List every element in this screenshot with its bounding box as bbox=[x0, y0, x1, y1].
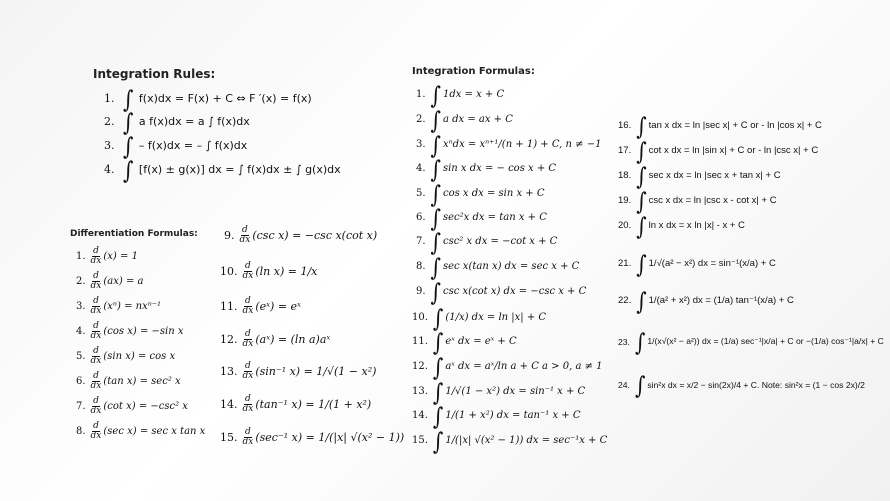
formula-number: 8. bbox=[416, 261, 426, 272]
diff-formula-11 bbox=[220, 297, 301, 317]
formula-text: (x) = 1 bbox=[103, 251, 138, 263]
formula-number: 12. bbox=[412, 361, 428, 372]
diff-formula-12 bbox=[220, 330, 330, 350]
formula-number: 22. bbox=[618, 295, 632, 306]
formula-text: 1/√(1 − x²) dx = sin⁻¹ x + C bbox=[445, 386, 586, 397]
derivative-operator: $\frac{d}{dx}$ bbox=[90, 421, 102, 442]
formula-text: a dx = ax + C bbox=[442, 114, 513, 125]
derivative-operator: $\frac{d}{dx}$ bbox=[242, 361, 254, 382]
formula-number: 7. bbox=[76, 401, 86, 413]
formula-text: aˣ dx = aˣ/ln a + C a > 0, a ≠ 1 bbox=[445, 361, 603, 372]
rule-number: 1. bbox=[104, 92, 115, 105]
formula-text: (csc x) = −csc x(cot x) bbox=[252, 229, 378, 243]
int-formula-12 bbox=[412, 352, 603, 381]
formula-number: 4. bbox=[76, 326, 86, 338]
int-formula-18 bbox=[618, 161, 781, 190]
derivative-operator: $\frac{d}{dx}$ bbox=[90, 321, 102, 342]
derivative-operator: $\frac{d}{dx}$ bbox=[90, 296, 102, 317]
formula-text: (tan⁻¹ x) = 1/(1 + x²) bbox=[255, 398, 372, 412]
formula-number: 5. bbox=[76, 351, 86, 363]
diff-formula-2 bbox=[76, 272, 144, 292]
integral-symbol: ∫ bbox=[432, 377, 444, 406]
int-formula-20 bbox=[618, 211, 745, 240]
formula-number: 12. bbox=[220, 333, 238, 347]
rule-number: 3. bbox=[104, 139, 115, 152]
formula-number: 3. bbox=[76, 301, 86, 313]
integration-formulas-title: Integration Formulas: bbox=[412, 66, 535, 77]
integral-symbol: ∫ bbox=[430, 179, 441, 208]
formula-text: 1/√(a² − x²) dx = sin⁻¹(x/a) + C bbox=[648, 258, 776, 269]
formula-text: 1/(1 + x²) dx = tan⁻¹ x + C bbox=[445, 410, 581, 421]
int-formula-7 bbox=[416, 227, 558, 256]
integral-symbol: ∫ bbox=[432, 327, 444, 356]
formula-text: sec²x dx = tan x + C bbox=[442, 212, 547, 223]
int-formula-23 bbox=[618, 327, 884, 356]
formula-number: 5. bbox=[416, 188, 426, 199]
formula-text: (cos x) = −sin x bbox=[103, 326, 184, 338]
derivative-operator: $\frac{d}{dx}$ bbox=[242, 394, 254, 415]
integral-symbol: ∫ bbox=[634, 327, 646, 356]
int-formula-2 bbox=[416, 105, 513, 134]
formula-text: sec x(tan x) dx = sec x + C bbox=[442, 261, 580, 272]
formula-number: 11. bbox=[220, 300, 238, 314]
formula-text: sin x dx = − cos x + C bbox=[442, 163, 557, 174]
formula-number: 8. bbox=[76, 426, 86, 438]
formula-text: (eˣ) = eˣ bbox=[255, 300, 301, 314]
rule-1 bbox=[104, 84, 312, 114]
formula-number: 1. bbox=[416, 89, 426, 100]
formula-number: 11. bbox=[412, 336, 428, 347]
integral-symbol: ∫ bbox=[636, 136, 647, 165]
int-formula-14 bbox=[412, 401, 581, 430]
formula-number: 3. bbox=[416, 139, 426, 150]
formula-text: (sin⁻¹ x) = 1/√(1 − x²) bbox=[255, 365, 377, 379]
integral-symbol: ∫ bbox=[636, 111, 647, 140]
rule-text: f(x)dx = F(x) + C ⇔ F ′(x) = f(x) bbox=[138, 92, 312, 105]
rule-3 bbox=[104, 131, 248, 161]
formula-number: 10. bbox=[220, 265, 238, 279]
integral-symbol: ∫ bbox=[432, 401, 444, 430]
formula-number: 2. bbox=[416, 114, 426, 125]
rule-text: – f(x)dx = – ∫ f(x)dx bbox=[138, 139, 248, 152]
formula-number: 14. bbox=[220, 398, 238, 412]
diff-formula-1 bbox=[76, 247, 138, 267]
integral-symbol: ∫ bbox=[636, 211, 647, 240]
int-formula-17 bbox=[618, 136, 819, 165]
formula-text: csc x dx = ln |csc x - cot x| + C bbox=[648, 195, 777, 206]
derivative-operator: $\frac{d}{dx}$ bbox=[90, 271, 102, 292]
formula-number: 9. bbox=[224, 229, 235, 243]
int-formula-16 bbox=[618, 111, 822, 140]
formula-text: (ln x) = 1/x bbox=[255, 265, 318, 279]
formula-text: tan x dx = ln |sec x| + C or - ln |cos x| + C bbox=[648, 120, 822, 131]
formula-text: 1/(|x| √(x² − 1)) dx = sec⁻¹x + C bbox=[445, 435, 608, 446]
formula-number: 13. bbox=[412, 386, 428, 397]
integral-symbol: ∫ bbox=[430, 203, 441, 232]
diff-formula-14 bbox=[220, 395, 371, 415]
derivative-operator: $\frac{d}{dx}$ bbox=[242, 296, 254, 317]
formula-number: 17. bbox=[618, 145, 632, 156]
formula-text: cot x dx = ln |sin x| + C or - ln |csc x| + C bbox=[648, 145, 819, 156]
diff-formula-13 bbox=[220, 362, 376, 382]
diff-formula-10 bbox=[220, 262, 317, 282]
derivative-operator: $\frac{d}{dx}$ bbox=[90, 371, 102, 392]
formula-text: sec x dx = ln |sec x + tan x| + C bbox=[648, 170, 781, 181]
integral-symbol: ∫ bbox=[430, 80, 441, 109]
formula-text: eˣ dx = eˣ + C bbox=[445, 336, 517, 347]
formula-number: 13. bbox=[220, 365, 238, 379]
diff-formula-5 bbox=[76, 347, 175, 367]
int-formula-3 bbox=[416, 130, 602, 159]
int-formula-22 bbox=[618, 286, 794, 315]
formula-text: 1dx = x + C bbox=[442, 89, 505, 100]
formula-text: sin²x dx = x/2 − sin(2x)/4 + C. Note: sin²x = (1 − cos 2x)/2 bbox=[647, 380, 865, 390]
derivative-operator: $\frac{d}{dx}$ bbox=[90, 246, 102, 267]
integral-symbol: ∫ bbox=[634, 370, 646, 400]
diff-formula-4 bbox=[76, 322, 183, 342]
formula-text: (sin x) = cos x bbox=[103, 351, 176, 363]
derivative-operator: $\frac{d}{dx}$ bbox=[242, 427, 254, 448]
formula-number: 10. bbox=[412, 312, 428, 323]
formula-text: (sec⁻¹ x) = 1/(|x| √(x² − 1)) bbox=[255, 431, 405, 445]
formula-number: 19. bbox=[618, 195, 632, 206]
integral-symbol: ∫ bbox=[430, 105, 441, 134]
derivative-operator: $\frac{d}{dx}$ bbox=[239, 225, 251, 246]
derivative-operator: $\frac{d}{dx}$ bbox=[242, 261, 254, 282]
integral-symbol: ∫ bbox=[636, 161, 647, 190]
formula-text: (ax) = a bbox=[103, 276, 144, 288]
integral-symbol: ∫ bbox=[636, 286, 647, 315]
diff-formula-3 bbox=[76, 297, 161, 317]
integral-symbol: ∫ bbox=[432, 303, 444, 332]
formula-text: csc x(cot x) dx = −csc x + C bbox=[442, 286, 587, 297]
integral-symbol: ∫ bbox=[123, 131, 134, 161]
formula-text: (aˣ) = (ln a)aˣ bbox=[255, 333, 331, 347]
rule-text: [f(x) ± g(x)] dx = ∫ f(x)dx ± ∫ g(x)dx bbox=[138, 163, 341, 176]
int-formula-9 bbox=[416, 277, 587, 306]
derivative-operator: $\frac{d}{dx}$ bbox=[242, 329, 254, 350]
formula-number: 2. bbox=[76, 276, 86, 288]
formula-text: ln x dx = x ln |x| - x + C bbox=[648, 220, 745, 231]
integral-symbol: ∫ bbox=[430, 277, 441, 306]
rule-number: 4. bbox=[104, 163, 115, 176]
formula-number: 6. bbox=[416, 212, 426, 223]
int-formula-15 bbox=[412, 426, 608, 455]
derivative-operator: $\frac{d}{dx}$ bbox=[90, 346, 102, 367]
formula-number: 6. bbox=[76, 376, 86, 388]
integral-symbol: ∫ bbox=[636, 249, 647, 278]
formula-number: 14. bbox=[412, 410, 428, 421]
formula-number: 20. bbox=[618, 220, 632, 231]
integral-symbol: ∫ bbox=[123, 155, 134, 185]
diff-formula-9 bbox=[224, 226, 377, 246]
diff-formula-7 bbox=[76, 397, 188, 417]
int-formula-5 bbox=[416, 179, 545, 208]
formula-text: (sec x) = sec x tan x bbox=[103, 426, 206, 438]
int-formula-11 bbox=[412, 327, 517, 356]
rule-2 bbox=[104, 107, 250, 137]
diff-formula-6 bbox=[76, 372, 181, 392]
rule-4 bbox=[104, 155, 341, 185]
integration-rules-title: Integration Rules: bbox=[93, 67, 216, 81]
int-formula-10 bbox=[412, 303, 547, 332]
formula-number: 16. bbox=[618, 120, 632, 131]
formula-text: xⁿdx = xⁿ⁺¹/(n + 1) + C, n ≠ −1 bbox=[442, 139, 602, 150]
int-formula-19 bbox=[618, 186, 777, 215]
formula-text: (1/x) dx = ln |x| + C bbox=[445, 312, 547, 323]
formula-number: 24. bbox=[618, 380, 630, 390]
integral-symbol: ∫ bbox=[430, 130, 441, 159]
integral-symbol: ∫ bbox=[432, 352, 444, 381]
formula-text: (cot x) = −csc² x bbox=[103, 401, 188, 413]
diff-formula-15 bbox=[220, 428, 404, 448]
int-formula-21 bbox=[618, 249, 776, 278]
formula-text: 1/(a² + x²) dx = (1/a) tan⁻¹(x/a) + C bbox=[648, 295, 794, 306]
integral-symbol: ∫ bbox=[123, 107, 134, 137]
integral-symbol: ∫ bbox=[430, 252, 441, 281]
formula-text: cos x dx = sin x + C bbox=[442, 188, 545, 199]
formula-number: 15. bbox=[412, 435, 428, 446]
formula-text: csc² x dx = −cot x + C bbox=[442, 236, 558, 247]
rule-text: a f(x)dx = a ∫ f(x)dx bbox=[138, 115, 250, 128]
formula-number: 4. bbox=[416, 163, 426, 174]
formula-number: 7. bbox=[416, 236, 426, 247]
integral-symbol: ∫ bbox=[123, 84, 134, 114]
int-formula-6 bbox=[416, 203, 547, 232]
formula-number: 9. bbox=[416, 286, 426, 297]
integral-symbol: ∫ bbox=[636, 186, 647, 215]
formula-text: 1/(x√(x² − a²)) dx = (1/a) sec⁻¹|x/a| + C or −(1/a) cos⁻¹|a/x| + C bbox=[647, 336, 884, 346]
int-formula-1 bbox=[416, 80, 505, 109]
rule-number: 2. bbox=[104, 115, 115, 128]
formula-number: 23. bbox=[618, 336, 630, 347]
formula-number: 15. bbox=[220, 431, 238, 445]
int-formula-4 bbox=[416, 154, 557, 183]
formula-text: (tan x) = sec² x bbox=[103, 376, 181, 388]
integral-symbol: ∫ bbox=[430, 154, 441, 183]
diff-formula-8 bbox=[76, 422, 205, 442]
formula-text: (xⁿ) = nxⁿ⁻¹ bbox=[103, 301, 162, 313]
integral-symbol: ∫ bbox=[430, 227, 441, 256]
differentiation-title: Differentiation Formulas: bbox=[70, 229, 198, 239]
formula-number: 21. bbox=[618, 258, 632, 269]
int-formula-13 bbox=[412, 377, 586, 406]
integral-symbol: ∫ bbox=[432, 426, 444, 455]
int-formula-24 bbox=[618, 370, 865, 400]
derivative-operator: $\frac{d}{dx}$ bbox=[90, 396, 102, 417]
formula-number: 18. bbox=[618, 170, 632, 181]
formula-number: 1. bbox=[76, 251, 86, 263]
int-formula-8 bbox=[416, 252, 580, 281]
